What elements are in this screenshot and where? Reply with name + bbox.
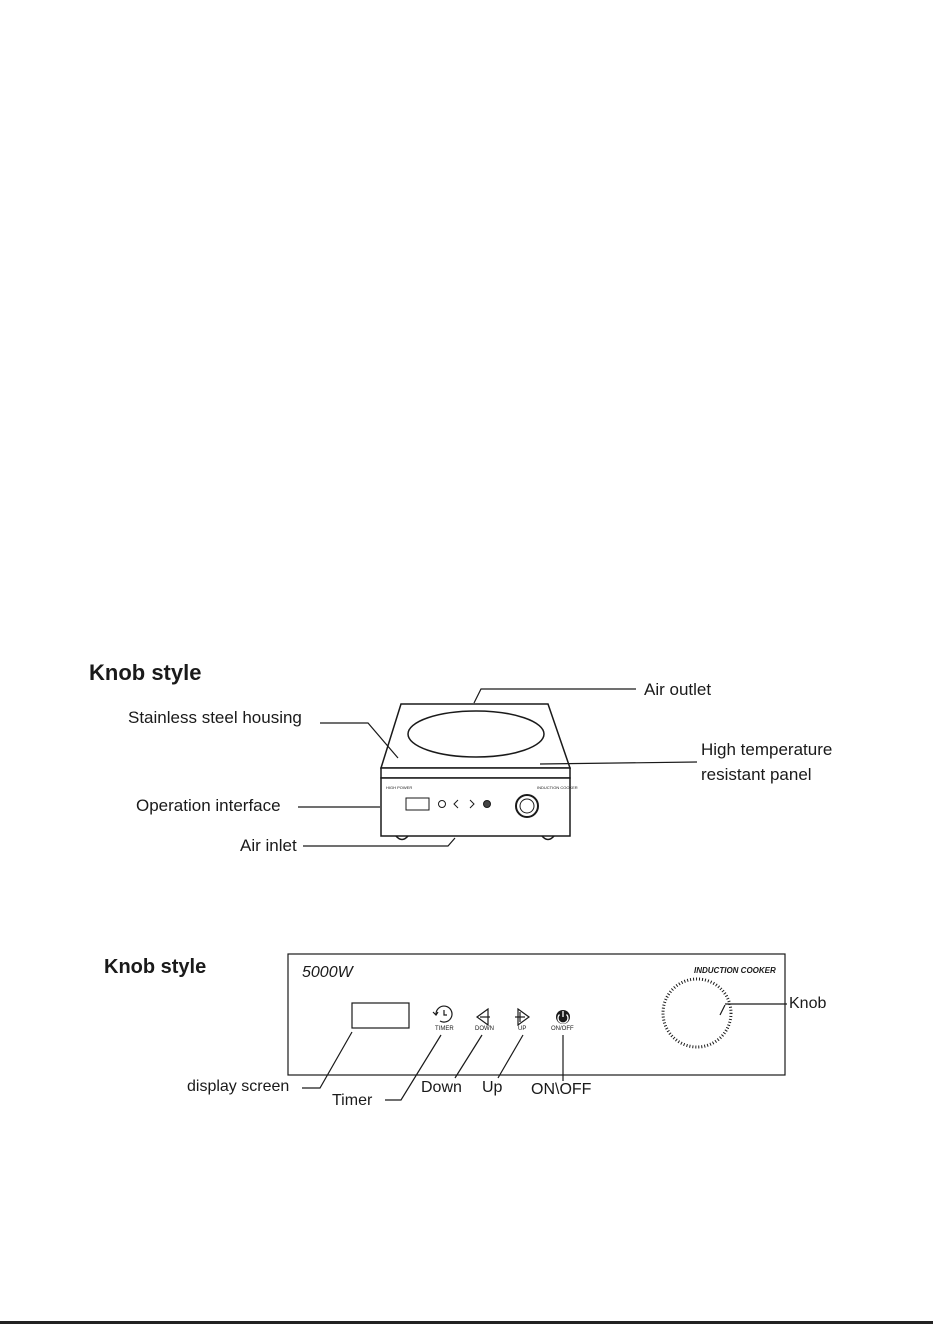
leader-down — [455, 1035, 482, 1078]
btn-label-onoff: ON/OFF — [551, 1026, 574, 1032]
mini-right-text: INDUCTION COOKER — [537, 785, 578, 790]
diagram2-heading: Knob style — [104, 956, 207, 978]
label-interface: Operation interface — [136, 796, 281, 815]
btn-label-timer: TIMER — [435, 1026, 454, 1032]
brand-text: INDUCTION COOKER — [694, 966, 776, 975]
label-display: display screen — [187, 1078, 290, 1095]
btn-label-up: UP — [518, 1026, 527, 1032]
label-down: Down — [421, 1079, 462, 1096]
leader-up — [498, 1035, 523, 1078]
label-panel-line2: resistant panel — [701, 765, 812, 784]
leader-display — [302, 1032, 352, 1088]
up-icon — [515, 1009, 529, 1025]
label-timer: Timer — [332, 1092, 373, 1109]
mini-left-text: HIGH POWER — [386, 785, 413, 790]
label-up: Up — [482, 1079, 503, 1096]
label-panel-line1: High temperature — [701, 740, 833, 759]
label-air-outlet: Air outlet — [644, 680, 712, 699]
label-knob: Knob — [789, 995, 827, 1012]
label-housing: Stainless steel housing — [128, 708, 302, 727]
label-onoff: ON\OFF — [531, 1081, 592, 1098]
label-air-inlet: Air inlet — [240, 836, 297, 855]
knob-pointer — [720, 1005, 725, 1015]
btn-label-down: DOWN — [475, 1026, 494, 1032]
diagram1-heading: Knob style — [89, 660, 202, 685]
timer-icon — [433, 1006, 452, 1022]
display-screen — [352, 1003, 409, 1028]
power-rating: 5000W — [302, 964, 353, 981]
down-icon — [477, 1009, 490, 1025]
